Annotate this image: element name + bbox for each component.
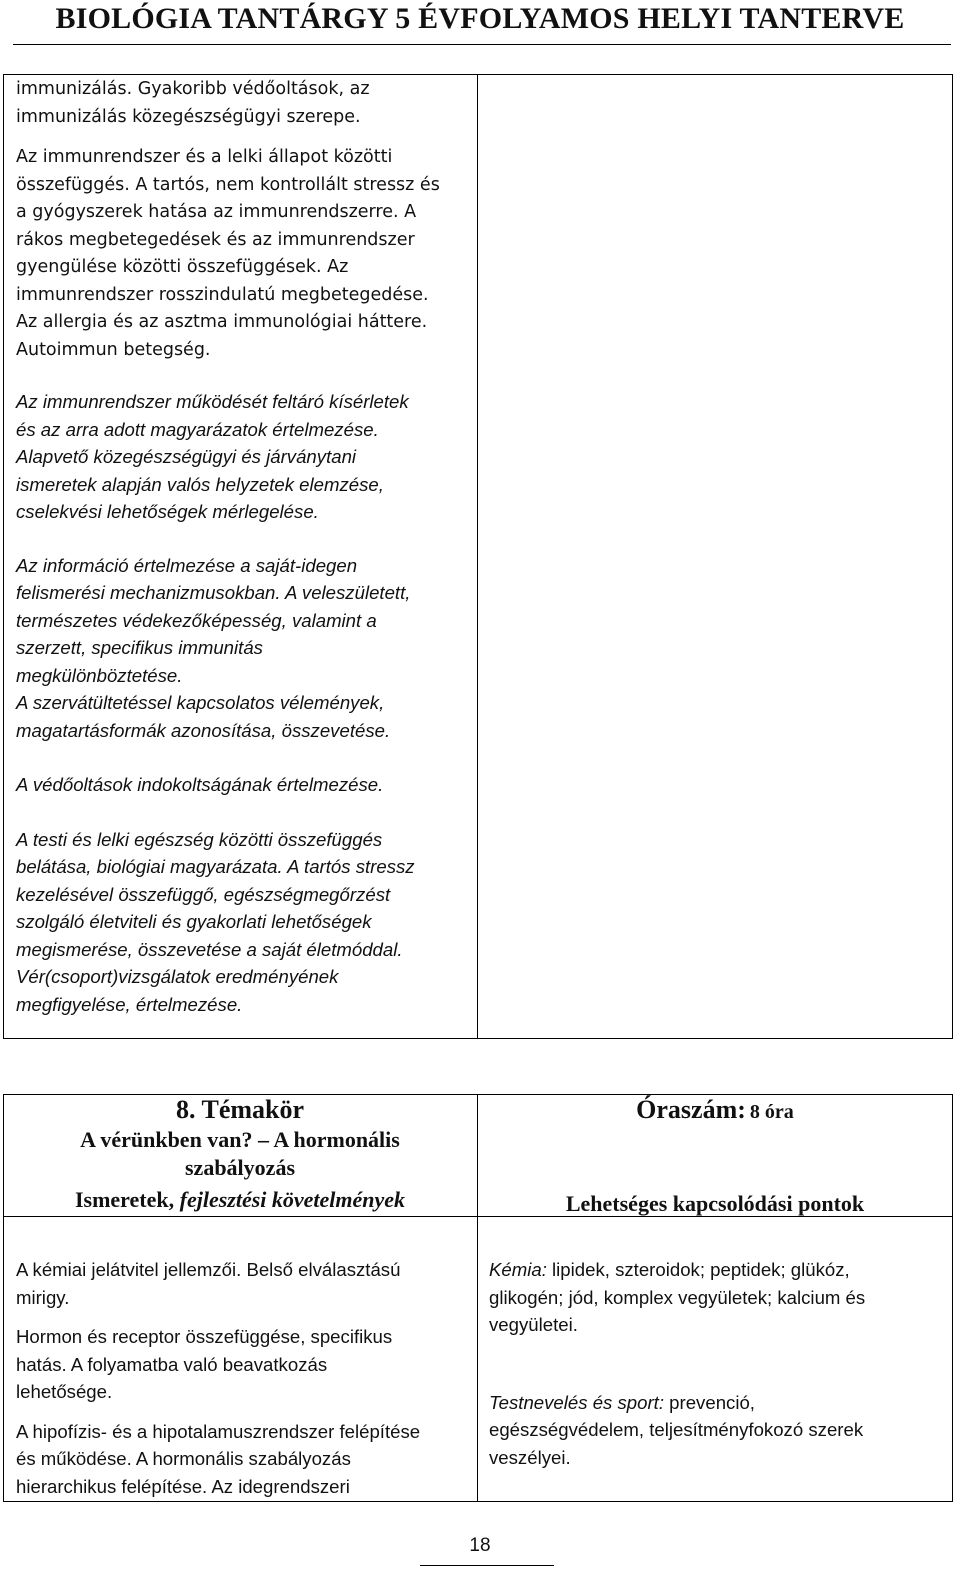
paragraph-immunization <box>16 76 471 131</box>
text-line: veszélyei. <box>489 1446 571 1468</box>
topic-header-cell <box>5 1094 475 1215</box>
table-continued-divider <box>477 74 478 1039</box>
topic-title-line-2: szabályozás <box>185 1155 295 1180</box>
column-header-knowledge <box>5 1185 475 1215</box>
text-line: felismerési mechanizmusokban. A veleszületett, <box>16 582 411 603</box>
text-line: A testi és lelki egészség közötti összefüggés <box>16 828 383 850</box>
chemistry-label: Kémia: <box>489 1259 547 1280</box>
text-line: A szervátültetéssel kapcsolatos vélemények, <box>16 692 385 713</box>
text-line: Vér(csoport)vizsgálatok eredményének <box>16 966 339 987</box>
paragraph-sport-link <box>489 1389 944 1472</box>
text-line: rákos megbetegedések és az immunrendszer <box>16 229 415 250</box>
hours-header-cell <box>479 1094 951 1219</box>
text-line: cselekvési lehetőségek mérlegelése. <box>16 501 319 522</box>
document-header-title: BIOLÓGIA TANTÁRGY 5 ÉVFOLYAMOS HELYI TANTERVE <box>55 2 905 35</box>
text-line: megismerése, összevetése a saját életmóddal. <box>16 938 403 960</box>
paragraph-chemical-signaling <box>16 1256 471 1311</box>
topic-number: 8. Témakör <box>175 1095 305 1124</box>
column-header-connections: Lehetséges kapcsolódási pontok <box>565 1191 865 1216</box>
text-line: magatartásformák azonosítása, összevetése. <box>16 719 391 741</box>
text-line: Hormon és receptor összefüggése, specifikus <box>16 1326 393 1347</box>
text-line: A hipofízis- és a hipotalamuszrendszer felépítése <box>16 1420 421 1442</box>
text-line: Az információ értelmezése a saját-idegen <box>16 554 358 576</box>
text-line <box>489 1256 944 1284</box>
sport-label: Testnevelés és sport: <box>489 1391 665 1413</box>
text-line: gyengülése közötti összefüggések. Az <box>16 257 349 277</box>
topic-table-divider <box>477 1094 478 1502</box>
text-line: egészségvédelem, teljesítményfokozó szerek <box>489 1419 864 1440</box>
text-line: összefüggés. A tartós, nem kontrollált stressz és <box>16 174 440 195</box>
sport-text: prevenció, <box>664 1391 755 1413</box>
text-line: megkülönböztetése. <box>16 664 183 686</box>
paragraph-experiments <box>16 388 471 526</box>
text-line: hatás. A folyamatba való beavatkozás <box>16 1353 328 1375</box>
text-line: A kémiai jelátvitel jellemzői. Belső elválasztású <box>16 1259 401 1280</box>
text-line: kezelésével összefüggő, egészségmegőrzést <box>16 883 391 905</box>
text-line: szerzett, specifikus immunitás <box>16 637 263 658</box>
text-line: vegyületei. <box>489 1314 578 1335</box>
text-line: immunizálás közegészségügyi szerepe. <box>16 106 361 127</box>
text-line: Az immunrendszer működését feltáró kísérletek <box>16 391 409 412</box>
paragraph-self-recognition <box>16 552 471 745</box>
hours-label: Óraszám: <box>636 1095 746 1124</box>
text-line <box>489 1389 944 1417</box>
text-line: Alapvető közegészségügyi és járványtani <box>16 446 357 467</box>
topic-right-cell <box>489 1256 944 1471</box>
paragraph-health <box>16 826 471 1019</box>
paragraph-chemistry-link <box>489 1256 944 1339</box>
page-number-rule <box>420 1565 554 1566</box>
text-line: ismeretek alapján valós helyzetek elemzése, <box>16 473 384 495</box>
text-line: mirigy. <box>16 1286 70 1308</box>
paragraph-immune-psyche <box>16 144 471 364</box>
text-line: Az immunrendszer és a lelki állapot közötti <box>16 147 393 167</box>
text-line: hierarchikus felépítése. Az idegrendszeri <box>16 1475 350 1497</box>
text-line: Az allergia és az asztma immunológiai háttere. <box>16 312 428 332</box>
text-line: lehetősége. <box>16 1381 113 1402</box>
text-line: immunrendszer rosszindulatú megbetegedése. <box>16 284 429 305</box>
hours-line <box>479 1094 951 1130</box>
paragraph-vaccination <box>16 771 471 799</box>
text-line: természetes védekezőképesség, valamint a <box>16 609 377 631</box>
text-line: immunizálás. Gyakoribb védőoltások, az <box>16 79 370 99</box>
column-header-knowledge-a: Ismeretek, <box>74 1187 175 1212</box>
text-line: Autoimmun betegség. <box>16 339 211 360</box>
page-number: 18 <box>469 1535 491 1556</box>
paragraph-hormone-receptor <box>16 1323 471 1406</box>
text-line: belátása, biológiai magyarázata. A tartós stressz <box>16 856 415 877</box>
text-line: a gyógyszerek hatása az immunrendszerre. A <box>16 202 417 222</box>
text-line: szolgáló életviteli és gyakorlati lehetőségek <box>16 911 372 932</box>
column-header-knowledge-b: fejlesztési követelmények <box>179 1187 406 1212</box>
header-rule <box>13 44 951 45</box>
chemistry-text: lipidek, szteroidok; peptidek; glükóz, <box>546 1259 850 1280</box>
text-line: és az arra adott magyarázatok értelmezése. <box>16 418 379 440</box>
text-line: és működése. A hormonális szabályozás <box>16 1448 351 1469</box>
topic-title-line-1: A vérünkben van? – A hormonális <box>80 1127 400 1152</box>
text-line: A védőoltások indokoltságának értelmezése. <box>16 774 384 795</box>
text-line: glikogén; jód, komplex vegyületek; kalcium és <box>489 1286 866 1308</box>
hours-value: 8 óra <box>749 1101 794 1123</box>
table-continued-left-cell <box>16 76 471 1018</box>
text-line: megfigyelése, értelmezése. <box>16 993 243 1015</box>
topic-left-cell <box>16 1256 471 1500</box>
paragraph-hypophysis <box>16 1418 471 1501</box>
